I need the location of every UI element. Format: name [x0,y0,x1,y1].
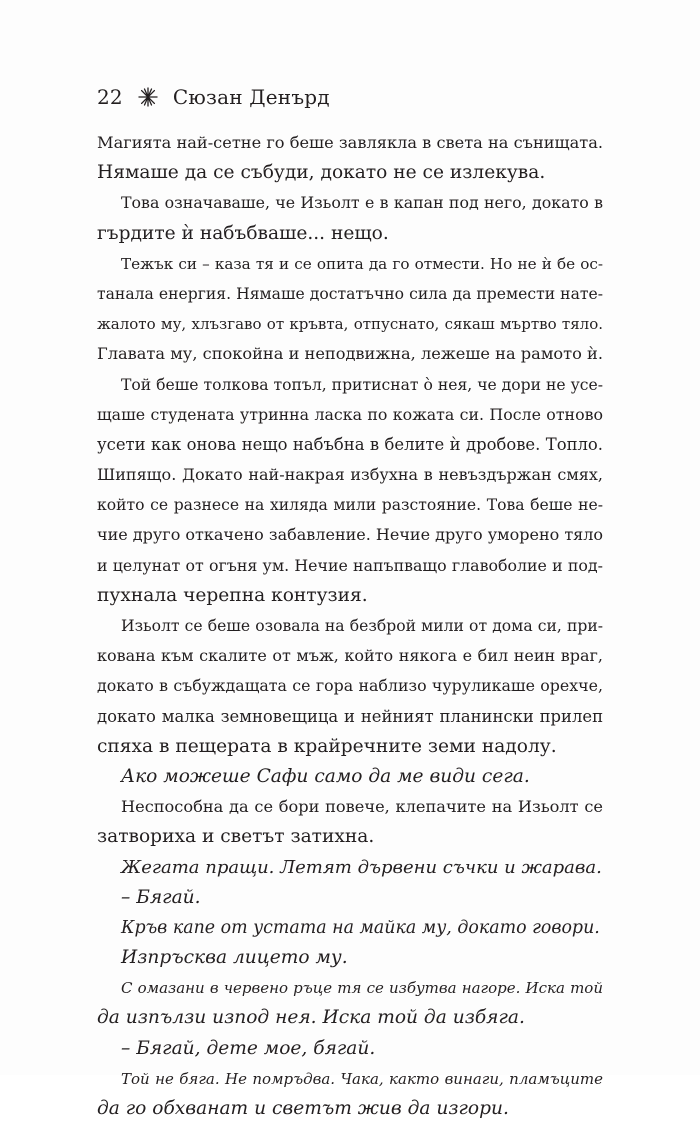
running-header [97,82,330,112]
text-line: затвориха и светът затихна. [97,826,375,848]
text-line: докато в събуждащата се гора наблизо чуруликаше орехче, [97,676,603,696]
text-line: Жегата пращи. Летят дървени съчки и жарава. [121,856,602,878]
text-line: Тежък си – каза тя и се опита да го отмести. Но не ѝ бе ос- [121,254,603,273]
text-line: танала енергия. Нямаше достатъчно сила да премести нате- [97,284,603,303]
asterisk-ornament-icon [137,86,159,108]
text-line: щаше студената утринна ласка по кожата си. После отново [97,404,603,424]
text-line: Шипящо. Докато най-накрая избухна в невъздържан смях, [97,465,603,485]
text-line: Изьолт се беше озовала на безброй мили от дома си, при- [121,617,603,635]
text-line: кована към скалите от мъж, който някога е бил неин враг, [97,646,603,666]
text-line: Нямаше да се събуди, докато не се излекува. [97,162,546,184]
text-line: да го обхванат и светът жив да изгори. [97,1098,509,1119]
text-line: Кръв капе от устата на майка му, докато говори. [121,917,600,938]
text-line: Той беше толкова топъл, притиснат о̀ нея, че дори не усе- [121,375,603,394]
text-line: С омазани в червено ръце тя се избутва нагоре. Иска той [121,979,603,998]
text-line: да изпълзи изпод нея. Иска той да избяга. [97,1007,525,1029]
text-line: който се разнесе на хиляда мили разстояние. Това беше не- [97,496,603,515]
text-line: Неспособна да се бори повече, клепачите на Изьолт се [121,797,603,817]
text-line: Главата му, спокойна и неподвижна, лежеше на рамото ѝ. [97,344,603,364]
text-line: докато малка земновещица и нейният планински прилеп [97,706,603,726]
text-line: Той не бяга. Не помръдва. Чака, както винаги, пламъците [121,1069,603,1088]
text-line: – Бягай. [121,886,201,908]
text-line: Изпръсква лицето му. [121,947,348,969]
text-line: Ако можеше Сафи само да ме види сега. [121,765,530,787]
text-line: Това означаваше, че Изьолт е в капан под него, докато в [121,193,603,213]
text-line: пухнала черепна контузия. [97,584,368,606]
author-name: Сюзан Денърд [172,85,330,109]
text-line: спяха в пещерата в крайречните земи надолу. [97,735,557,757]
text-line: жалото му, хлъзгаво от кръвта, отпуснато, сякаш мъртво тяло. [97,315,603,334]
page-number: 22 [97,85,123,109]
body-text [97,128,603,1124]
text-line: Магията най-сетне го беше завлякла в света на сънищата. [97,133,603,152]
text-line: и целунат от огъня ум. Нечие напъпващо главоболие и под- [97,555,603,575]
text-line: чие друго откачено забавление. Нечие друго уморено тяло [97,525,604,545]
text-line: гърдите ѝ набъбваше... нещо. [97,222,389,244]
text-line: – Бягай, дете мое, бягай. [121,1037,376,1059]
text-line: усети как онова нещо набъбна в белите ѝ дробове. Топло. [97,434,603,454]
